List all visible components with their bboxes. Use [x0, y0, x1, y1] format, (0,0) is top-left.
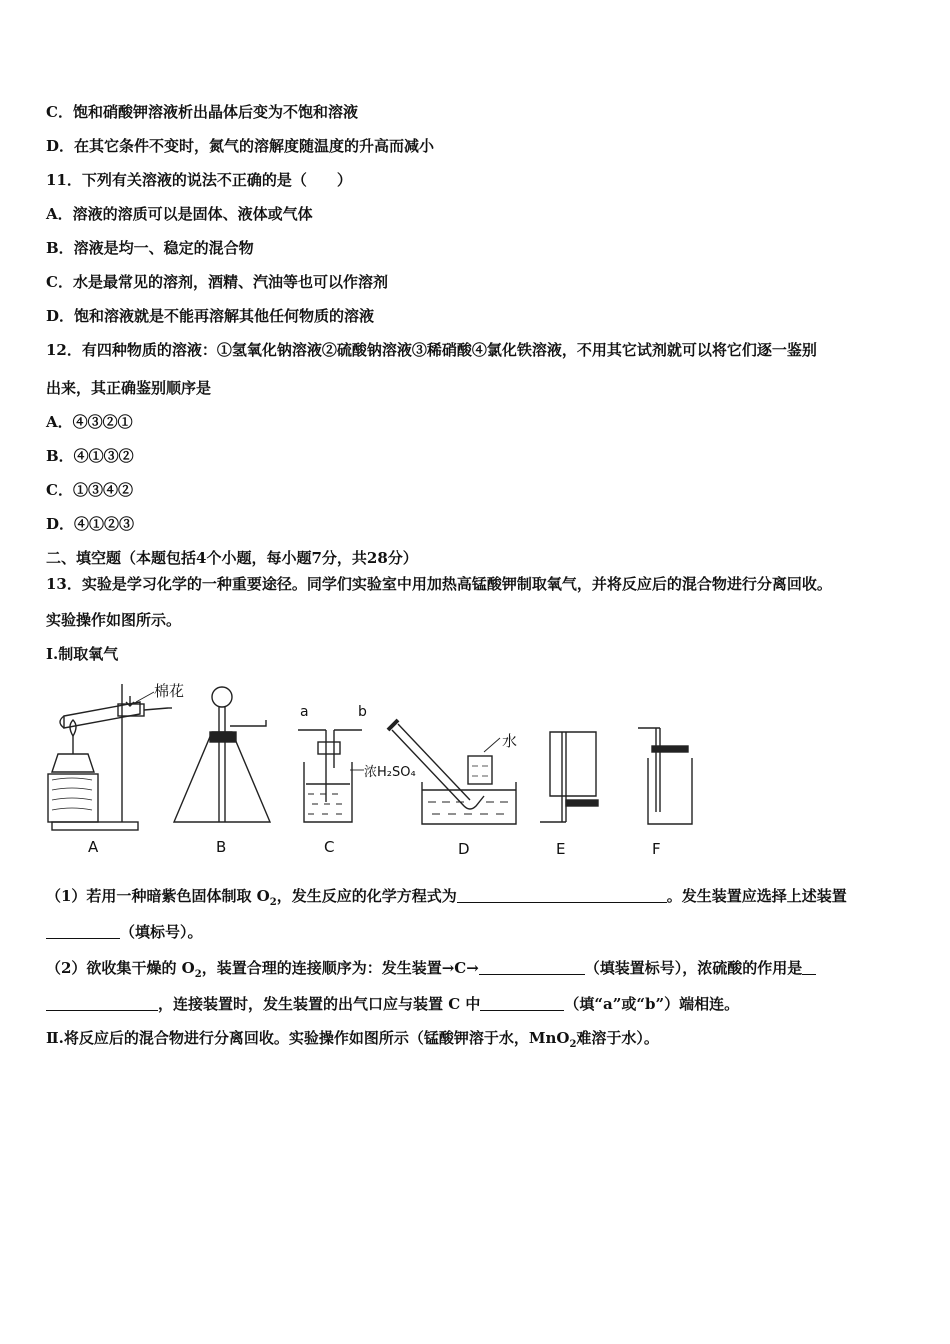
equation-blank[interactable] [457, 888, 667, 903]
port-b-label: b [358, 704, 367, 720]
apparatus-label-c: C [324, 838, 335, 856]
q11-stem: 11．下列有关溶液的说法不正确的是（ ） [46, 171, 352, 189]
q11-option-d: D．饱和溶液就是不能再溶解其他任何物质的溶液 [46, 307, 375, 325]
apparatus-label-e: E [556, 840, 566, 858]
port-a-label: a [300, 704, 309, 720]
connection-order-blank[interactable] [479, 960, 585, 975]
q12-option-b: B．④①③② [46, 447, 134, 465]
q12-option-c: C．①③④② [46, 481, 133, 499]
q13-sub1-line1: （1）若用一种暗紫色固体制取 $O_2$，发生反应的化学方程式为 。发生装置应选择上述装置 [46, 887, 847, 908]
apparatus-f [638, 728, 692, 824]
q10-option-d: D．在其它条件不变时，氮气的溶解度随温度的升高而减小 [46, 137, 435, 155]
q13-stem-line1: 13．实验是学习化学的一种重要途径。同学们实验室中用加热高锰酸钾制取氧气，并将反应后的混合物进行分离回收。 [46, 575, 832, 593]
apparatus-e [540, 732, 598, 822]
acid-label: 浓H₂SO₄ [364, 765, 416, 780]
generator-apparatus-blank[interactable] [46, 924, 120, 939]
apparatus-figure [40, 672, 720, 864]
acid-role-blank-start[interactable] [802, 960, 816, 975]
q10-option-c: C．饱和硝酸钾溶液析出晶体后变为不饱和溶液 [46, 103, 358, 121]
water-label: 水 [502, 732, 518, 750]
q12-stem-line2: 出来，其正确鉴别顺序是 [46, 379, 212, 397]
cotton-label: 棉花 [154, 682, 185, 700]
q11-option-c: C．水是最常见的溶剂，酒精、汽油等也可以作溶剂 [46, 273, 388, 291]
q13-sub2-line2: ，连接装置时，发生装置的出气口应与装置 C 中 （填“a”或“b”）端相连。 [46, 994, 739, 1014]
q13-stem-line2: 实验操作如图所示。 [46, 611, 182, 629]
apparatus-label-b: B [216, 838, 227, 856]
apparatus-label-d: D [458, 840, 470, 858]
q11-option-a: A．溶液的溶质可以是固体、液体或气体 [46, 205, 313, 223]
acid-role-blank[interactable] [46, 996, 158, 1011]
apparatus-b [174, 687, 270, 822]
q13-sub1-line2: （填标号）。 [46, 922, 203, 942]
q12-option-d: D．④①②③ [46, 515, 135, 533]
q12-option-a: A．④③②① [46, 413, 133, 431]
q13-part2: Ⅱ.将反应后的混合物进行分离回收。实验操作如图所示（锰酸钾溶于水，MnO$_2$难溶于水）。 [46, 1029, 659, 1050]
section2-heading: 二、填空题（本题包括4个小题，每小题7分，共28分） [46, 549, 418, 567]
apparatus-label-a: A [88, 838, 99, 856]
q13-part1-title: Ⅰ.制取氧气 [46, 645, 119, 663]
port-blank[interactable] [480, 996, 564, 1011]
q11-option-b: B．溶液是均一、稳定的混合物 [46, 239, 254, 257]
apparatus-a [48, 682, 184, 830]
q13-sub2-line1: （2）欲收集干燥的 $O_2$，装置合理的连接顺序为：发生装置→C→ （填装置标号），浓硫酸的作用是 [46, 958, 816, 985]
apparatus-label-f: F [652, 840, 661, 858]
q12-stem-line1: 12．有四种物质的溶液：①氢氧化钠溶液②硫酸钠溶液③稀硝酸④氯化铁溶液，不用其它试剂就可以将它们逐一鉴别 [46, 341, 817, 359]
